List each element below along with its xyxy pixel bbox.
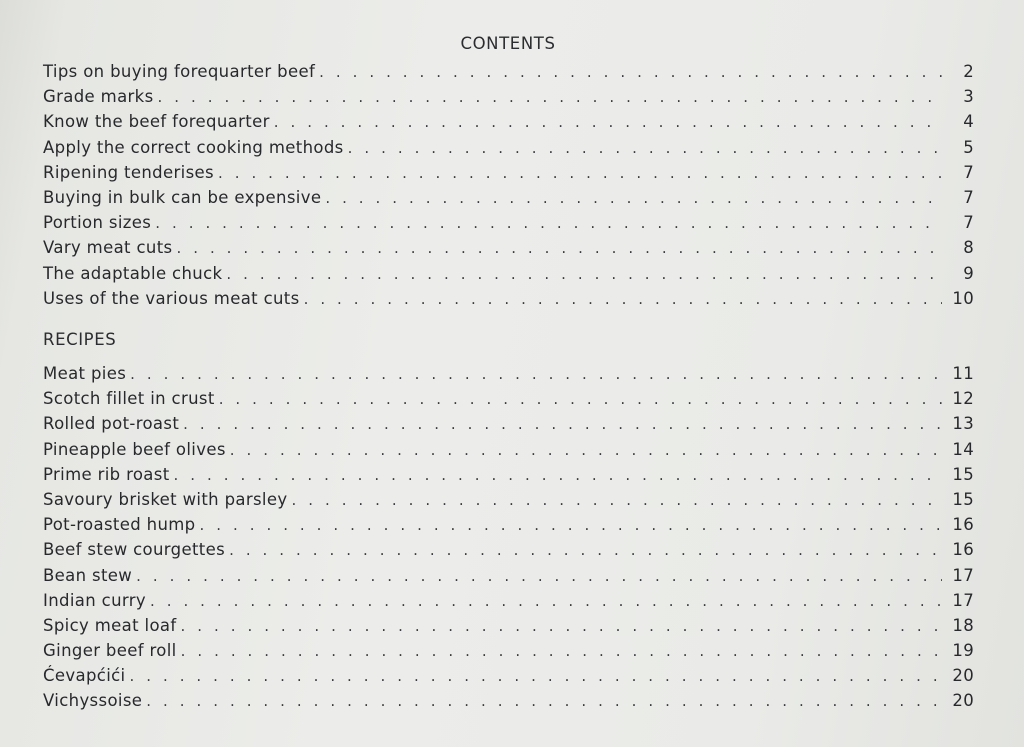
dot-leader — [219, 390, 942, 408]
recipe-entry — [43, 440, 974, 465]
recipe-entry — [43, 616, 974, 641]
toc-entry-page: 2 — [963, 62, 974, 81]
recipe-entry-page: 13 — [952, 414, 974, 434]
dot-leader — [181, 642, 942, 660]
dot-leader — [158, 88, 942, 106]
toc-entry-page: 4 — [963, 112, 974, 132]
toc-entry-page: 9 — [963, 263, 974, 283]
dot-leader — [226, 265, 942, 283]
dot-leader — [174, 466, 942, 484]
dot-leader — [155, 214, 942, 232]
toc-entry — [43, 188, 974, 213]
recipe-entry — [43, 666, 974, 691]
dot-leader — [218, 164, 942, 182]
toc-entry-title: Know the beef forequarter — [43, 112, 270, 132]
toc-entry-page: 7 — [963, 213, 974, 233]
toc-entry-page: 10 — [952, 288, 974, 308]
toc-entry-title: Portion sizes — [43, 213, 152, 233]
toc-entry-title: Vary meat cuts — [43, 238, 173, 258]
toc-entry-title: Buying in bulk can be expensive — [43, 187, 322, 207]
dot-leader — [304, 290, 942, 308]
dot-leader — [274, 113, 942, 131]
recipe-entry-page: 20 — [952, 691, 974, 711]
toc-entry — [43, 138, 974, 163]
dot-leader — [183, 415, 942, 433]
recipe-entry-title: Scotch fillet in crust — [43, 389, 215, 409]
contents-list — [43, 62, 974, 314]
recipe-entry-page: 14 — [952, 439, 974, 459]
toc-entry-page: 5 — [963, 137, 974, 157]
dot-leader — [150, 592, 942, 610]
recipe-entry-title: Meat pies — [43, 364, 127, 383]
recipe-entry-page: 15 — [952, 464, 974, 484]
recipe-entry-page: 17 — [952, 590, 974, 610]
toc-entry — [43, 62, 974, 87]
dot-leader — [200, 516, 942, 534]
recipe-entry-page: 19 — [952, 641, 974, 661]
recipe-entry-title: Prime rib roast — [43, 464, 170, 484]
recipe-entry-page: 16 — [952, 540, 974, 560]
dot-leader — [136, 567, 942, 585]
dot-leader — [176, 239, 942, 257]
recipe-entry — [43, 364, 974, 389]
recipe-entry-page: 15 — [952, 489, 974, 509]
toc-entry — [43, 264, 974, 289]
recipe-entry — [43, 540, 974, 565]
recipe-entry-title: Spicy meat loaf — [43, 615, 177, 635]
toc-entry-title: Grade marks — [43, 87, 154, 107]
recipe-entry — [43, 414, 974, 439]
recipe-entry — [43, 691, 974, 716]
toc-entry — [43, 289, 974, 314]
recipe-entry-page: 20 — [952, 666, 974, 686]
recipe-entry — [43, 465, 974, 490]
recipes-heading: RECIPES — [43, 330, 117, 349]
toc-entry-page: 3 — [963, 87, 974, 107]
recipe-entry-title: Ginger beef roll — [43, 641, 177, 661]
recipe-entry-page: 12 — [952, 389, 974, 409]
toc-entry-title: Uses of the various meat cuts — [43, 288, 300, 308]
toc-entry-page: 8 — [963, 238, 974, 258]
toc-entry — [43, 213, 974, 238]
recipe-entry-title: Pineapple beef olives — [43, 439, 226, 459]
recipe-entry-title: Rolled pot-roast — [43, 414, 180, 434]
recipe-entry-title: Bean stew — [43, 565, 133, 585]
dot-leader — [348, 139, 942, 157]
recipe-entry — [43, 389, 974, 414]
toc-entry — [43, 163, 974, 188]
recipe-entry-title: Vichyssoise — [43, 691, 143, 711]
toc-entry — [43, 87, 974, 112]
dot-leader — [146, 692, 942, 710]
recipes-list — [43, 364, 974, 717]
toc-entry-page: 7 — [963, 187, 974, 207]
toc-entry-title: Tips on buying forequarter beef — [43, 62, 316, 81]
toc-entry-title: The adaptable chuck — [43, 263, 223, 283]
toc-entry — [43, 238, 974, 263]
contents-heading: CONTENTS — [460, 34, 556, 53]
toc-entry-title: Apply the correct cooking methods — [43, 137, 344, 157]
dot-leader — [229, 541, 942, 559]
recipe-entry-title: Savoury brisket with parsley — [43, 489, 288, 509]
recipe-entry-page: 11 — [952, 364, 974, 383]
recipe-entry — [43, 591, 974, 616]
dot-leader — [181, 617, 942, 635]
recipe-entry-title: Indian curry — [43, 590, 146, 610]
recipe-entry-title: Beef stew courgettes — [43, 540, 226, 560]
dot-leader — [129, 667, 942, 685]
recipe-entry-page: 18 — [952, 615, 974, 635]
dot-leader — [230, 441, 942, 459]
recipe-entry — [43, 490, 974, 515]
toc-entry-page: 7 — [963, 162, 974, 182]
recipe-entry-page: 17 — [952, 565, 974, 585]
dot-leader — [319, 63, 942, 81]
recipe-entry — [43, 515, 974, 540]
toc-entry-title: Ripening tenderises — [43, 162, 214, 182]
recipe-entry-page: 16 — [952, 515, 974, 535]
dot-leader — [291, 491, 942, 509]
recipe-entry — [43, 566, 974, 591]
toc-entry — [43, 112, 974, 137]
recipe-entry-title: Ćevapćići — [43, 666, 126, 686]
dot-leader — [130, 365, 942, 383]
recipe-entry-title: Pot-roasted hump — [43, 515, 196, 535]
recipe-entry — [43, 641, 974, 666]
dot-leader — [325, 189, 942, 207]
